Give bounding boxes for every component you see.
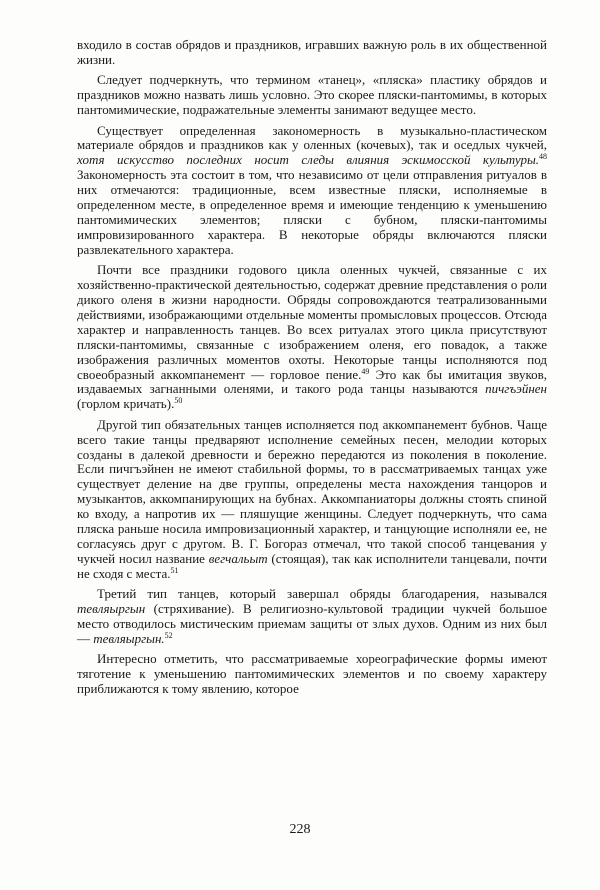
body-text — [77, 38, 547, 697]
italic-term: хотя искусство последних носит следы влияния эскимосской культуры. — [77, 152, 539, 168]
italic-term: тевляыргын — [77, 601, 146, 617]
paragraph — [77, 73, 547, 118]
paragraph — [77, 263, 547, 412]
footnote-ref: 52 — [164, 630, 173, 640]
footnote-ref: 49 — [361, 366, 370, 376]
text-run: Почти все праздники годового цикла оленных чукчей, связанные с их хозяйственно-практической деятельностью, содержат древние представления о роли дикого оленя в жизни народности. Обряды сопровождаются театрализованными действиями, изображающими отдельные моменты промысловых процессов. Отсюда характер и направленность танцев. Во всех ритуалах этого цикла присутствуют пляски-пантомимы, связанные с изображением оленя, его повадок, а также изображения различных моментов охоты. Некоторые танцы исполняются под своеобразный аккомпанемент — горловое пение. — [77, 262, 547, 382]
text-run: (стоящая), так как исполнители танцевали, почти не сходя с места. — [77, 550, 547, 581]
italic-term: пичгъэйнен — [485, 381, 547, 397]
text-run: Интересно отметить, что рассматриваемые хореографические формы имеют тяготение к уменьшению пантомимических элементов и по своему характеру приближаются к тому явлению, которое — [77, 651, 547, 697]
text-run: Закономерность эта состоит в том, что независимо от цели отправления ритуалов в них отмечаются: традиционные, всем известные пляски, исполняемые в определенном месте, в определенное время и имеющие тенденцию к уменьшению пантомимических элементов; пляски с бубном, пляски-пантомимы импровизированного характера. В некоторые обряды включаются пляски развлекательного характера. — [77, 167, 547, 257]
italic-term: тевляыргын. — [93, 630, 165, 646]
text-run: (стряхивание). В религиозно-культовой традиции чукчей большое место отводилось мистическим приемам защиты от злых духов. Одним из них был — — [77, 601, 547, 646]
footnote-ref: 48 — [539, 152, 547, 162]
paragraph — [77, 418, 547, 582]
text-run: Третий тип танцев, который завершал обряды благодарения, назывался — [97, 586, 547, 602]
text-run: входило в состав обрядов и праздников, игравших важную роль в их общественной жизни. — [77, 37, 547, 67]
paragraph — [77, 124, 547, 258]
text-run: Это как бы имитация звуков, издаваемых загнанными оленями, и такого рода танцы называются — [77, 366, 547, 397]
text-run: (горлом кричать). — [77, 396, 175, 412]
text-run: Другой тип обязательных танцев исполняется под аккомпанемент бубнов. Чаще всего такие танцы предваряют исполнение семейных песен, мелодии которых созданы в далекой древности и бережно передаются из поколения в поколение. Если пичгъэйнен не имеют стабильной формы, то в рассматриваемых танцах уже существует деление на две группы, определены места нахождения танцоров и музыкантов, аккомпанирующих на бубнах. Аккомпаниаторы должны стоять спиной ко входу, а напротив их — пляшущие женщины. Следует подчеркнуть, что сама пляска раньше носила импровизационный характер, и танцующие исполняли ее, не согласуясь друг с другом. В. Г. Богораз отмечал, что такой способ танцевания у чукчей носил название — [77, 416, 547, 566]
footnote-ref: 50 — [174, 396, 183, 406]
italic-term: вегчальыт — [208, 550, 268, 566]
page-number: 228 — [289, 822, 311, 837]
footnote-ref: 51 — [170, 565, 179, 575]
paragraph — [77, 38, 547, 68]
paragraph — [77, 587, 547, 647]
text-run: Существует определенная закономерность в музыкально-пластическом материале обрядов и праздников как у оленных (кочевых), так и оседлых чукчей, — [77, 122, 547, 153]
paragraph — [77, 652, 547, 697]
text-run: Следует подчеркнуть, что термином «танец», «пляска» пластику обрядов и праздников можно назвать лишь условно. Это скорее пляски-пантомимы, в которых пантомимические, подражательные элементы занимают ведущее место. — [77, 72, 547, 118]
